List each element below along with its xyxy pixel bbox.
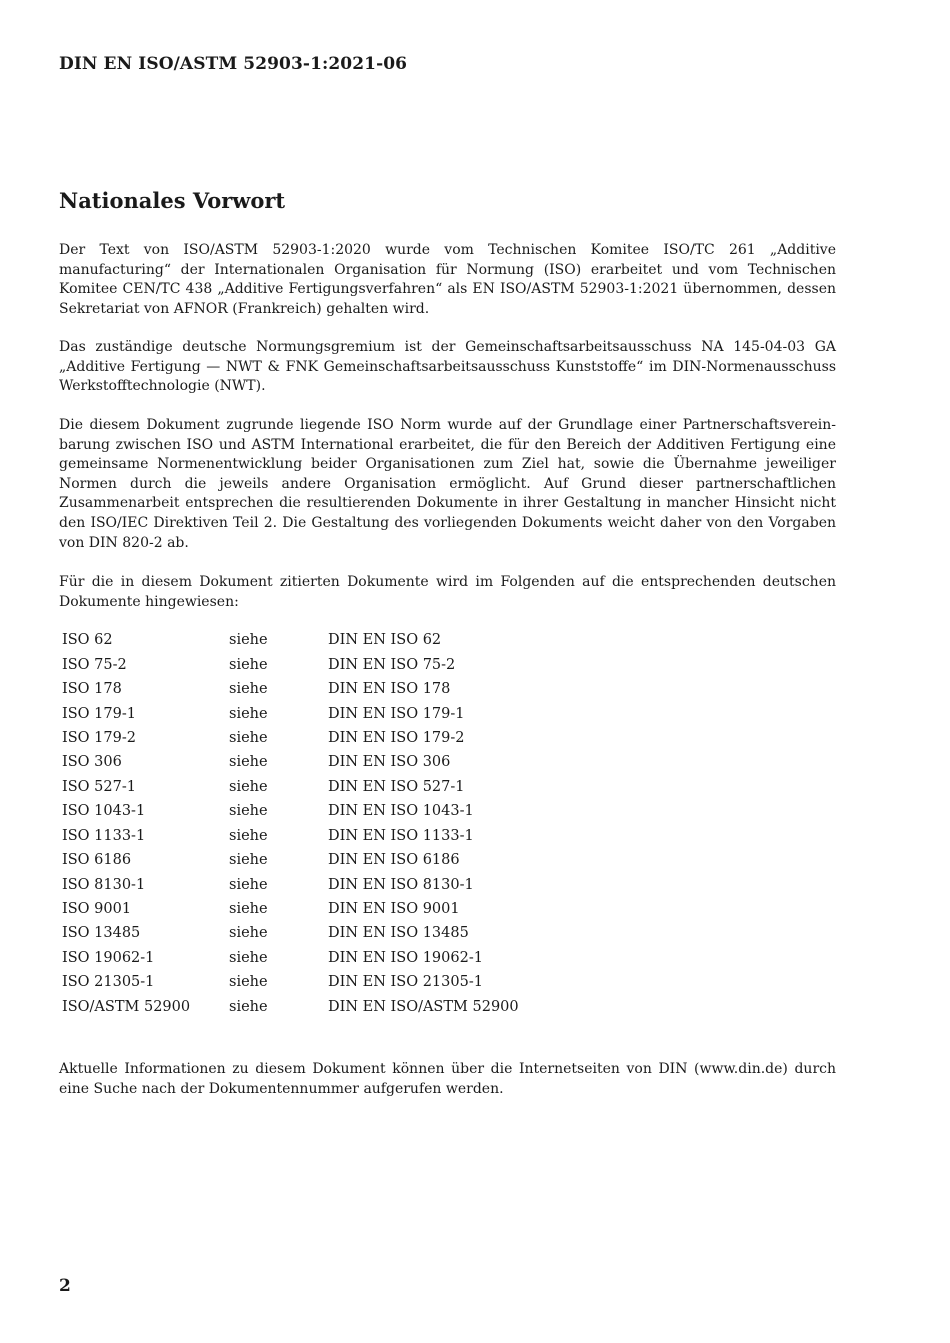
table-row (59, 677, 631, 701)
reference-siehe: siehe (229, 949, 268, 966)
reference-din-number: DIN EN ISO 62 (328, 632, 442, 649)
paragraph-references-intro: Für die in diesem Dokument zitierten Dokumente wird im Folgenden auf die entsprechenden deutschen Dokumente hingewiesen: (59, 574, 836, 610)
reference-siehe: siehe (229, 681, 268, 698)
table-row (59, 799, 631, 823)
reference-table-body (59, 628, 631, 1019)
table-row (59, 970, 631, 994)
table-row (59, 921, 631, 945)
reference-iso-number: ISO 306 (62, 754, 122, 771)
reference-din-number: DIN EN ISO 13485 (328, 925, 469, 942)
reference-iso-number: ISO 1133-1 (62, 827, 146, 844)
reference-din-number: DIN EN ISO 6186 (328, 852, 460, 869)
table-row (59, 995, 631, 1019)
section-title: Nationales Vorwort (59, 188, 286, 213)
document-header: DIN EN ISO/ASTM 52903-1:2021-06 (59, 54, 408, 74)
table-row (59, 750, 631, 774)
paragraph-committee: Der Text von ISO/ASTM 52903-1:2020 wurde vom Technischen Komitee ISO/TC 261 „Additive manufacturing“ der Internationalen Organisation für Normung (ISO) erarbeitet und vom Technischen Komitee CEN/TC 438 „Additive Fertigungsverfahren“ als EN ISO/ASTM 52903-1:2021 übernommen, dessen Sekretariat von AFNOR (Frankreich) gehalten wird. (59, 242, 836, 317)
reference-din-number: DIN EN ISO 527-1 (328, 778, 465, 795)
table-row (59, 872, 631, 896)
reference-din-number: DIN EN ISO 178 (328, 681, 451, 698)
reference-iso-number: ISO 75-2 (62, 656, 127, 673)
reference-iso-number: ISO 179-1 (62, 705, 136, 722)
reference-din-number: DIN EN ISO 179-1 (328, 705, 465, 722)
reference-siehe: siehe (229, 705, 268, 722)
reference-iso-number: ISO 527-1 (62, 778, 136, 795)
reference-siehe: siehe (229, 656, 268, 673)
table-row (59, 946, 631, 970)
reference-iso-number: ISO 9001 (62, 901, 132, 918)
reference-siehe: siehe (229, 729, 268, 746)
reference-din-number: DIN EN ISO 9001 (328, 901, 460, 918)
reference-iso-number: ISO 21305-1 (62, 974, 155, 991)
reference-iso-number: ISO 8130-1 (62, 876, 146, 893)
reference-iso-number: ISO/ASTM 52900 (62, 998, 191, 1015)
reference-din-number: DIN EN ISO 179-2 (328, 729, 465, 746)
table-row (59, 652, 631, 676)
reference-table (59, 628, 631, 1019)
reference-din-number: DIN EN ISO 306 (328, 754, 451, 771)
table-row (59, 897, 631, 921)
reference-siehe: siehe (229, 827, 268, 844)
reference-siehe: siehe (229, 778, 268, 795)
paragraph-national-body: Das zuständige deutsche Normungsgremium ist der Gemeinschaftsarbeitsausschuss NA 145-04-03 GA „Additive Fertigung — NWT & FNK Gemeinschaftsarbeitsausschuss Kunststoffe“ im DIN-Normenausschuss Werkstofftechnologie (NWT). (59, 339, 836, 395)
reference-iso-number: ISO 178 (62, 681, 122, 698)
table-row (59, 824, 631, 848)
reference-iso-number: ISO 179-2 (62, 729, 136, 746)
reference-siehe: siehe (229, 901, 268, 918)
reference-din-number: DIN EN ISO 19062-1 (328, 949, 483, 966)
reference-siehe: siehe (229, 803, 268, 820)
reference-iso-number: ISO 62 (62, 632, 113, 649)
table-row (59, 701, 631, 725)
paragraph-partnership: Die diesem Dokument zugrunde liegende ISO Norm wurde auf der Grundlage einer Partnerschaftsvereinbarung zwischen ISO und ASTM International erarbeitet, die für den Bereich der Additiven Fertigung eine gemeinsame Normenentwicklung beider Organisationen zum Ziel hat, sowie die Übernahme jeweiliger Normen durch die jeweils andere Organisation ermöglicht. Auf Grund dieser partnerschaftlichen Zusammenarbeit entsprechen die resultierenden Dokumente in ihrer Gestaltung in mancher Hinsicht nicht den ISO/IEC Direktiven Teil 2. Die Gestaltung des vorliegenden Dokuments weicht daher von den Vorgaben von DIN 820-2 ab. (59, 417, 836, 551)
reference-siehe: siehe (229, 925, 268, 942)
table-row (59, 775, 631, 799)
reference-siehe: siehe (229, 974, 268, 991)
reference-din-number: DIN EN ISO 1133-1 (328, 827, 474, 844)
reference-siehe: siehe (229, 876, 268, 893)
page-number: 2 (59, 1276, 71, 1296)
reference-siehe: siehe (229, 998, 268, 1015)
reference-din-number: DIN EN ISO/ASTM 52900 (328, 998, 519, 1015)
reference-din-number: DIN EN ISO 21305-1 (328, 974, 483, 991)
reference-siehe: siehe (229, 754, 268, 771)
paragraph-online-info: Aktuelle Informationen zu diesem Dokument können über die Internetseiten von DIN (www.din.de) durch eine Suche nach der Dokumentennummer aufgerufen werden. (59, 1061, 836, 1097)
table-row (59, 726, 631, 750)
reference-iso-number: ISO 19062-1 (62, 949, 155, 966)
reference-iso-number: ISO 13485 (62, 925, 141, 942)
reference-din-number: DIN EN ISO 75-2 (328, 656, 456, 673)
reference-iso-number: ISO 6186 (62, 852, 132, 869)
table-row (59, 628, 631, 652)
reference-din-number: DIN EN ISO 8130-1 (328, 876, 474, 893)
reference-siehe: siehe (229, 852, 268, 869)
reference-iso-number: ISO 1043-1 (62, 803, 146, 820)
reference-siehe: siehe (229, 632, 268, 649)
reference-din-number: DIN EN ISO 1043-1 (328, 803, 474, 820)
table-row (59, 848, 631, 872)
